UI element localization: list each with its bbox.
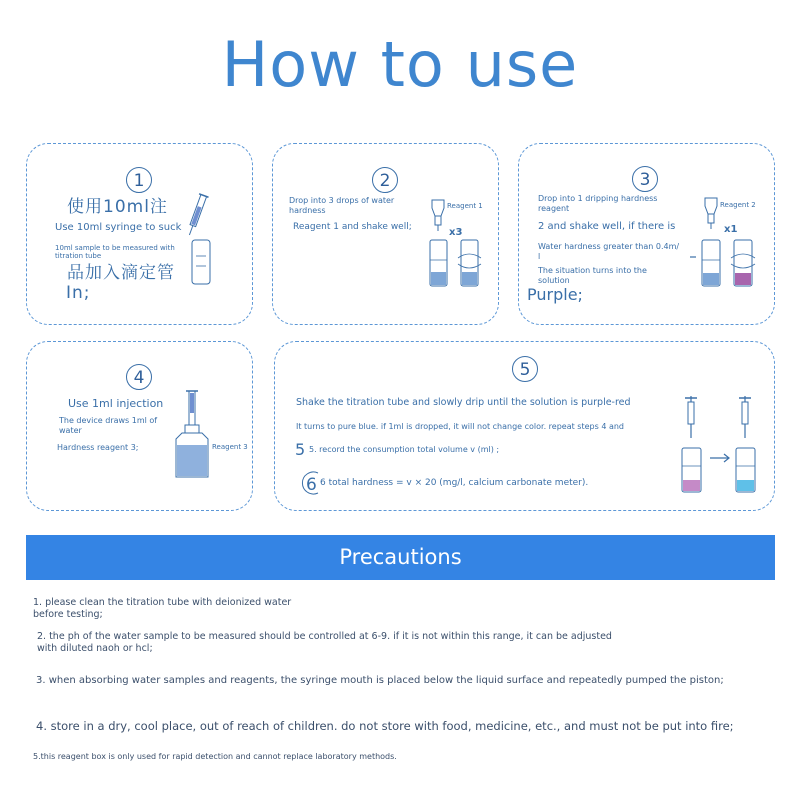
step-5-text-3: 5 [295, 440, 306, 459]
step-4-number: 4 [126, 364, 152, 390]
step-5-number: 5 [512, 356, 538, 382]
precaution-1-line-1: 1. please clean the titration tube with deionized water [33, 597, 292, 608]
precaution-3: 3. when absorbing water samples and reagents, the syringe mouth is placed below the liquid surface and repeatedly pumped the piston; [36, 675, 724, 686]
step-1-text-6: In; [66, 283, 91, 303]
step-3-multiplier: x1 [724, 224, 738, 235]
step-5-text-5: 6 [306, 475, 317, 495]
step-3-text-3: 2 and shake well, if there is [538, 221, 676, 232]
step-4-text-4: Hardness reagent 3; [57, 443, 139, 452]
precautions-heading: Precautions [26, 535, 775, 580]
step-4-bottle-label: Reagent 3 [212, 443, 248, 451]
page-title: How to use [221, 28, 579, 101]
step-2-text-1: Drop into 3 drops of water [289, 196, 395, 205]
step-3-text-5: l [538, 252, 541, 261]
precaution-5: 5.this reagent box is only used for rapid detection and cannot replace laboratory methods. [33, 752, 397, 761]
step-3-text-1: Drop into 1 dripping hardness [538, 194, 658, 203]
step-2-bottle-label: Reagent 1 [447, 202, 483, 210]
precaution-1-line-2: before testing; [33, 609, 103, 620]
ring-mark [298, 470, 324, 496]
step-3-text-6: The situation turns into the [538, 266, 647, 275]
precaution-2-line-2: with diluted naoh or hcl; [37, 643, 153, 654]
step-3-text-7: solution [538, 276, 570, 283]
step-5-text-2: It turns to pure blue. if 1ml is dropped, it will not change color. repeat steps 4 and [296, 422, 624, 431]
step-5-text-6: 6 total hardness = v × 20 (mg/l, calcium carbonate meter). [320, 478, 589, 488]
step-2-text-3: Reagent 1 and shake well; [293, 222, 412, 232]
step-3-text-4: Water hardness greater than 0.4m/ [538, 242, 680, 251]
step-1-text-3: 10ml sample to be measured with [55, 244, 175, 252]
dropper-tubes-purple-illustration [690, 196, 760, 290]
precaution-2-line-1: 2. the ph of the water sample to be measured should be controlled at 6-9. if it is not within this range, it can be adjusted [37, 631, 612, 642]
step-4-text-3: water [59, 426, 82, 435]
step-5-text-1: Shake the titration tube and slowly drip until the solution is purple-red [296, 397, 631, 408]
step-1-text-2: Use 10ml syringe to suck [55, 222, 182, 233]
step-2-number: 2 [372, 167, 398, 193]
step-2-text-2: hardness [289, 206, 326, 215]
syringe-tube-illustration [186, 192, 216, 288]
step-1-text-4: titration tube [55, 252, 102, 260]
step-1-text-cn-2: 品加入滴定管 [67, 263, 175, 283]
step-1-text-cn-1: 使用10ml注 [67, 197, 168, 217]
step-2-multiplier: x3 [449, 227, 463, 238]
step-4-text-2: The device draws 1ml of [59, 416, 158, 425]
step-5-text-4: 5. record the consumption total volume v (ml) ; [309, 445, 500, 454]
dropper-tubes-illustration [428, 198, 488, 290]
step-4-text-1: Use 1ml injection [68, 397, 164, 410]
syringe-bottle-illustration [172, 389, 212, 481]
precaution-4: 4. store in a dry, cool place, out of reach of children. do not store with food, medicine, etc., and must not be put into fire; [36, 719, 734, 733]
step-1-number: 1 [126, 167, 152, 193]
titration-color-change-illustration [678, 394, 768, 496]
step-3-bottle-label: Reagent 2 [720, 201, 756, 209]
step-3-text-8: Purple; [527, 285, 583, 304]
step-3-number: 3 [632, 166, 658, 192]
step-3-text-2: reagent [538, 204, 570, 213]
